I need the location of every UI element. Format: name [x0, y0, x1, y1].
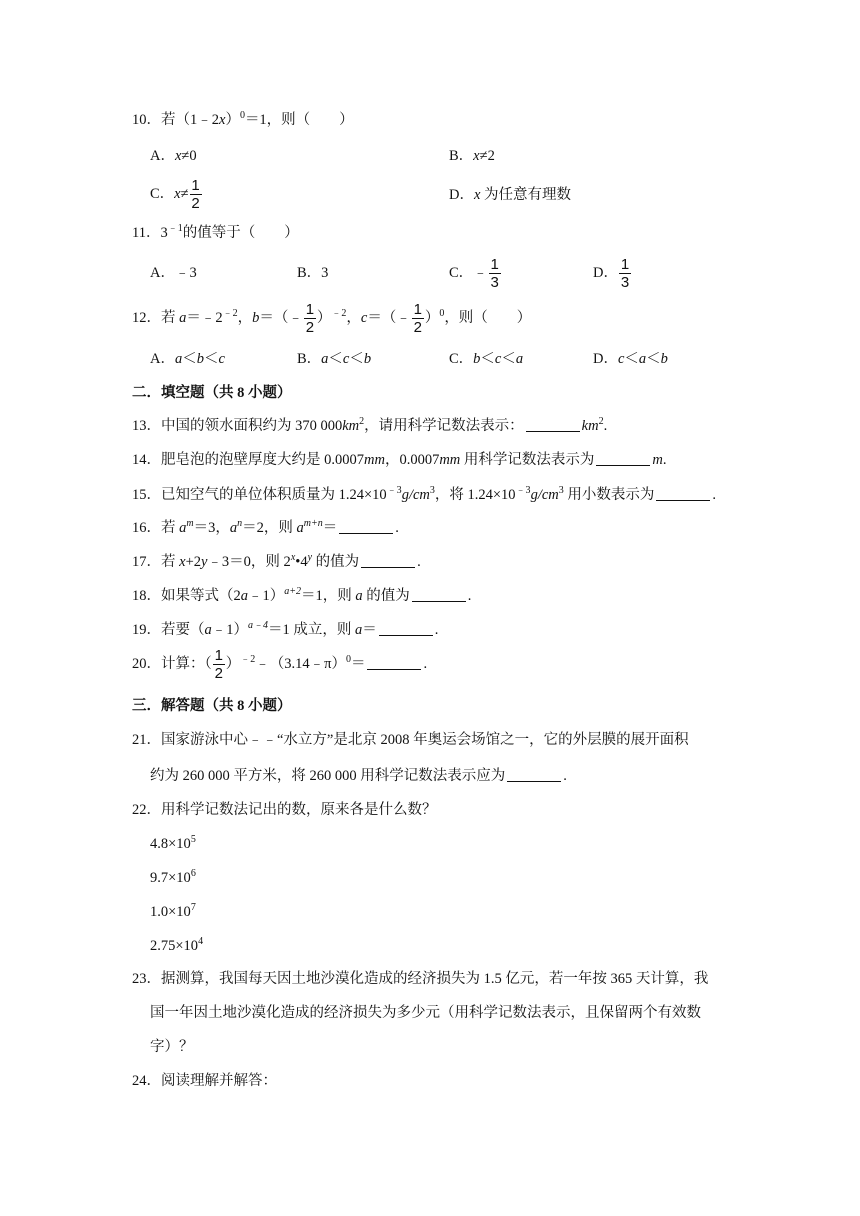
fraction: $\frac{1}{2}$	[191, 177, 200, 213]
answer-blank[interactable]	[339, 519, 393, 534]
question-13: 13．中国的领水面积约为 370 $000km^2$，请用科学记数法表示： $km^2$.	[132, 416, 608, 434]
q12-option-b[interactable]: B．a＜c＜b	[297, 351, 372, 367]
question-15: 15．已知空气的单位体积质量为 $1.24\times 10^{﹣3}g/cm^3$，将 $1.24\times 10^{﹣3}g/cm^3$ 用小数表示为 .	[132, 485, 716, 503]
answer-blank[interactable]	[596, 451, 650, 466]
question-17: 17．若 x+2y﹣3＝0，则 2$^x$•4$^y$ 的值为 .	[132, 552, 421, 570]
section-3-title: 三．解答题（共 8 小题）	[132, 698, 292, 714]
question-16: 16．若 $a^m=3$，$a^n=2$，则 $a^{m+n}=$ .	[132, 518, 399, 536]
q12-option-c[interactable]: C．b＜c＜a	[449, 351, 524, 367]
section-2-title: 二．填空题（共 8 小题）	[132, 385, 292, 401]
q12-option-d[interactable]: D．c＜a＜b	[593, 351, 668, 367]
q10-option-c[interactable]: C．x≠ $\frac{1}{2}$	[150, 177, 200, 213]
q11-option-d[interactable]: D． $\frac{1}{3}$	[593, 256, 630, 292]
question-19: 19．若要（a﹣1）$^{a﹣4}$＝1 成立，则 a＝ .	[132, 620, 439, 638]
question-21-line-2: 约为 260 000 平方米，将 260 000 用科学记数法表示应为 .	[150, 768, 567, 784]
question-23: 23．据测算，我国每天因土地沙漠化造成的经济损失为 1.5 亿元，若一年按 365 天计算，我	[132, 971, 709, 987]
fraction: $\frac{1}{2}$	[214, 647, 223, 683]
question-21: 21．国家游泳中心﹣﹣“水立方”是北京 2008 年奥运会场馆之一，它的外层膜的展开面积	[132, 732, 689, 748]
q10-label: 10．	[132, 112, 161, 128]
question-22: 22．用科学记数法记出的数，原来各是什么数？	[132, 802, 437, 818]
answer-blank[interactable]	[526, 417, 580, 432]
fraction: $\frac{1}{2}$	[413, 301, 422, 337]
question-18: 18．如果等式（2a﹣1）$^{a+2}$＝1，则 a 的值为 .	[132, 586, 472, 604]
q10-option-a[interactable]: A．x≠0	[150, 148, 197, 164]
question-20: 20．计算：（ $\frac{1}{2}$ ）$^{﹣2}$﹣（3.14﹣π）$^0$＝ .	[132, 647, 428, 683]
fraction: $\frac{1}{3}$	[490, 256, 499, 292]
q11-option-a[interactable]: A．﹣3	[150, 265, 197, 281]
answer-blank[interactable]	[379, 621, 433, 636]
q22-item: $2.75\times 10^4$	[150, 936, 204, 954]
q11-option-b[interactable]: B．3	[297, 265, 329, 281]
q10-option-b[interactable]: B．x≠2	[449, 148, 495, 164]
q12-option-a[interactable]: A．a＜b＜c	[150, 351, 225, 367]
question-14: 14．肥皂泡的泡壁厚度大约是 0.0007mm，0.0007mm 用科学记数法表示为 m.	[132, 452, 667, 468]
q10-option-d[interactable]: D．x 为任意有理数	[449, 187, 572, 203]
answer-blank[interactable]	[507, 767, 561, 782]
q22-item: $9.7\times 10^6$	[150, 868, 196, 886]
fraction: $\frac{1}{3}$	[620, 256, 630, 292]
answer-blank[interactable]	[367, 655, 421, 670]
question-11: 11．$3^{﹣1}$的值等于（ ）	[132, 223, 299, 241]
answer-blank[interactable]	[412, 587, 466, 602]
answer-blank[interactable]	[656, 486, 710, 501]
answer-blank[interactable]	[361, 553, 415, 568]
question-23-line-2: 国一年因土地沙漠化造成的经济损失为多少元（用科学记数法表示，且保留两个有效数	[150, 1005, 701, 1021]
q22-item: $4.8\times 10^5$	[150, 834, 196, 852]
q22-item: $1.0\times 10^7$	[150, 902, 196, 920]
q11-option-c[interactable]: C．﹣ $\frac{1}{3}$	[449, 256, 499, 292]
fraction: $\frac{1}{2}$	[305, 301, 315, 337]
question-10: 10．若（1﹣2x）$^0$＝1，则（ ）	[132, 110, 354, 128]
question-12: 12．若 $a=﹣2^{﹣2}$，b＝（﹣ $\frac{1}{2}$ ）$^{﹣2}$，c＝（﹣ $\frac{1}{2}$ ）$^0$，则（ ）	[132, 301, 532, 337]
question-23-line-3: 字）？	[150, 1039, 194, 1055]
question-24: 24．阅读理解并解答：	[132, 1073, 277, 1089]
